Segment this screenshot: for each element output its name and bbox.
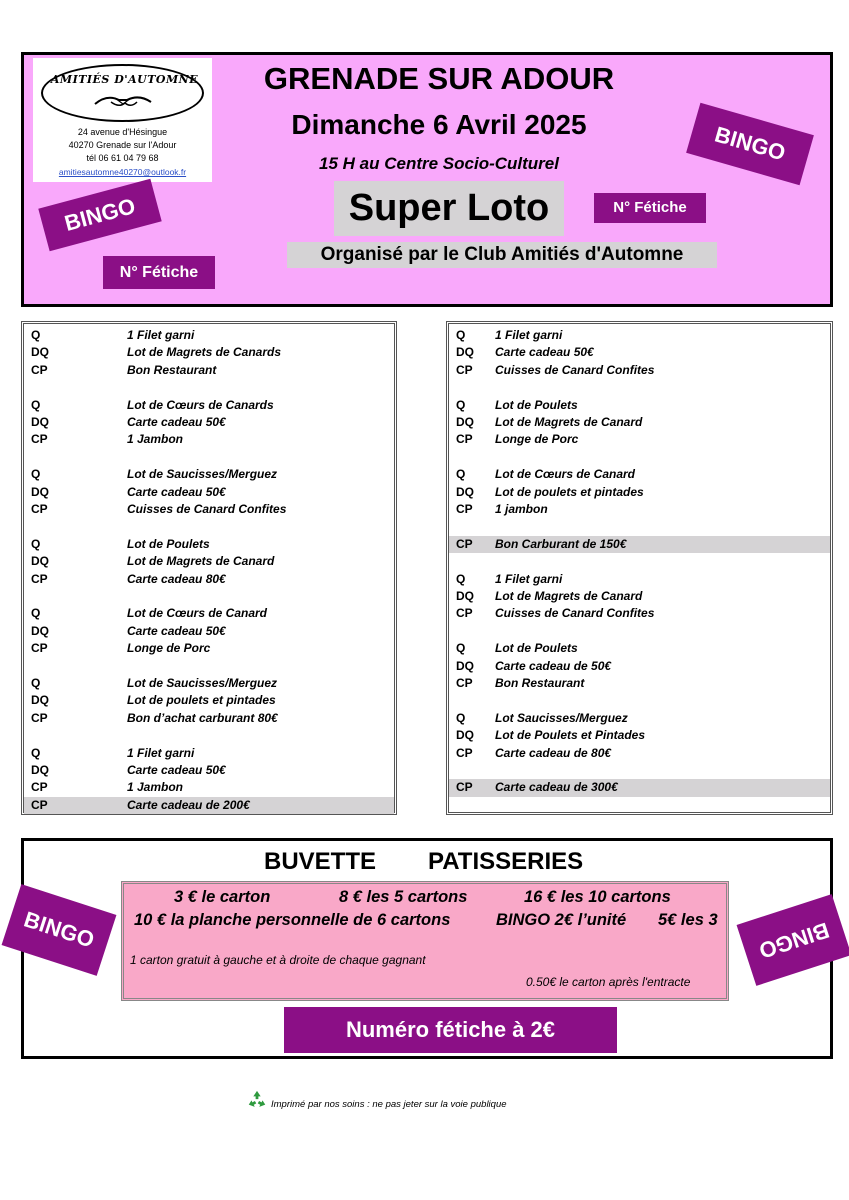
- pricing-section: [21, 838, 833, 1059]
- prize-item: Cuisses de Canard Confites: [495, 606, 655, 621]
- prize-row: [449, 779, 830, 796]
- fetiche-badge: N° Fétiche: [103, 256, 215, 289]
- prize-row: [24, 727, 394, 744]
- prize-code: Q: [456, 467, 466, 482]
- fetiche-badge: N° Fétiche: [594, 193, 706, 223]
- prize-code: Q: [31, 397, 41, 412]
- prize-code: Q: [31, 467, 41, 482]
- prize-item: Carte cadeau de 300€: [495, 780, 618, 795]
- prize-item: Lot de Saucisses/Merguez: [127, 467, 278, 482]
- prize-row: [449, 710, 830, 727]
- prize-row: [24, 431, 394, 448]
- price-single: 3 € le carton: [174, 888, 271, 906]
- prize-row: [24, 658, 394, 675]
- city-title: GRENADE SUR ADOUR: [263, 61, 615, 96]
- prize-item: 1 Jambon: [127, 780, 184, 795]
- prize-row: [24, 779, 394, 796]
- prize-code: DQ: [31, 693, 49, 708]
- prize-item: Bon Carburant de 150€: [495, 536, 627, 551]
- prize-code: CP: [31, 502, 48, 516]
- prize-item: Carte cadeau 50€: [127, 484, 226, 499]
- prize-code: CP: [31, 362, 48, 377]
- prize-code: CP: [456, 502, 473, 516]
- recycle-icon: [246, 1089, 268, 1111]
- price-bingo-unit: BINGO 2€ l’unité: [496, 911, 627, 929]
- prize-code: CP: [456, 745, 473, 760]
- prize-item: Bon Restaurant: [127, 362, 217, 377]
- prize-row: [24, 449, 394, 466]
- prize-row: [449, 623, 830, 640]
- prize-code: CP: [456, 432, 473, 447]
- prize-code: CP: [31, 780, 48, 795]
- prize-item: Lot de Poulets et Pintades: [495, 728, 646, 743]
- email-link[interactable]: amitiesautomne40270@outlook.fr: [58, 167, 187, 177]
- prize-item: Lot de Poulets: [495, 397, 578, 412]
- prize-row: [24, 466, 394, 483]
- prize-row: [449, 362, 830, 379]
- prize-code: DQ: [31, 345, 49, 360]
- event-date: Dimanche 6 Avril 2025: [291, 109, 587, 140]
- prize-item: Carte cadeau de 80€: [495, 745, 612, 760]
- prize-row: [24, 379, 394, 396]
- bingo-badge: [737, 894, 849, 986]
- prize-row: [449, 431, 830, 448]
- prize-item: Carte cadeau 50€: [127, 623, 226, 638]
- prize-item: Longe de Porc: [127, 641, 211, 656]
- prize-item: 1 Filet garni: [495, 328, 563, 342]
- address-line-2: 40270 Grenade sur l'Adour: [68, 140, 177, 150]
- prize-row: [449, 745, 830, 762]
- prize-row: [24, 397, 394, 414]
- prize-code: CP: [31, 710, 48, 725]
- prize-row: [449, 327, 830, 344]
- price-ten: 16 € les 10 cartons: [524, 888, 671, 906]
- prize-code: Q: [31, 328, 41, 342]
- prize-item: Carte cadeau 50€: [495, 345, 594, 360]
- prize-item: Longe de Porc: [495, 432, 579, 447]
- footer-text: Imprimé par nos soins : ne pas jeter sur la voie publique: [271, 1098, 507, 1110]
- prize-item: 1 Filet garni: [127, 745, 195, 760]
- prize-code: CP: [456, 536, 473, 551]
- prize-item: Lot de Magrets de Canard: [127, 554, 275, 569]
- buvette-label: BUVETTE: [264, 848, 377, 875]
- prize-row: [24, 675, 394, 692]
- prize-row: [449, 518, 830, 535]
- prize-row: [449, 571, 830, 588]
- prize-item: Carte cadeau 80€: [127, 571, 226, 586]
- prize-code: DQ: [31, 415, 49, 429]
- price-five: 8 € les 5 cartons: [339, 888, 468, 906]
- prize-code: Q: [31, 745, 41, 760]
- prize-row: [24, 710, 394, 727]
- prize-row: [24, 605, 394, 622]
- phone-number: tél 06 61 04 79 68: [86, 153, 159, 163]
- prize-item: Lot de Magrets de Canards: [127, 345, 282, 360]
- prize-item: Bon d’achat carburant 80€: [127, 710, 278, 725]
- prize-row: [449, 762, 830, 779]
- prize-row: [24, 536, 394, 553]
- prize-item: Lot Saucisses/Merguez: [495, 710, 628, 725]
- prize-code: Q: [456, 328, 466, 342]
- prize-row: [24, 588, 394, 605]
- prize-row: [24, 553, 394, 570]
- event-time-place: 15 H au Centre Socio-Culturel: [319, 154, 559, 173]
- prize-list-right: [446, 321, 833, 815]
- prize-list-left: [21, 321, 397, 815]
- price-bingo-three: 5€ les 3: [658, 911, 718, 929]
- bingo-badge: BINGO: [38, 179, 161, 252]
- bingo-badge-label: BINGO: [20, 906, 98, 953]
- prize-item: Lot de poulets et pintades: [127, 693, 276, 708]
- prize-code: CP: [456, 676, 473, 690]
- prize-item: Bon Restaurant: [495, 676, 585, 690]
- prize-code: Q: [31, 606, 41, 621]
- prize-item: 1 Jambon: [127, 432, 184, 447]
- prize-row: [449, 675, 830, 692]
- fetiche-price-badge: Numéro fétiche à 2€: [284, 1007, 617, 1053]
- prize-code: DQ: [456, 658, 474, 673]
- prize-row: [24, 518, 394, 535]
- prize-item: Lot de Cœurs de Canards: [127, 397, 274, 412]
- prize-code: Q: [456, 710, 466, 725]
- prize-item: Lot de Poulets: [127, 536, 210, 551]
- prize-code: DQ: [31, 763, 49, 777]
- prize-row: [449, 449, 830, 466]
- prize-item: Carte cadeau de 200€: [127, 797, 250, 812]
- prize-row: [24, 745, 394, 762]
- prize-code: CP: [31, 432, 48, 447]
- prize-item: Carte cadeau 50€: [127, 763, 226, 777]
- prize-code: DQ: [456, 728, 474, 743]
- prize-row: [24, 344, 394, 361]
- prize-row: [449, 658, 830, 675]
- prize-row: [449, 484, 830, 501]
- prize-item: Carte cadeau 50€: [127, 415, 226, 429]
- prize-code: CP: [31, 571, 48, 586]
- prize-row: [24, 414, 394, 431]
- handshake-icon: [93, 88, 153, 112]
- prize-code: DQ: [31, 484, 49, 499]
- prize-code: CP: [456, 780, 473, 795]
- prize-row: [449, 692, 830, 709]
- club-logo: [41, 64, 204, 122]
- prize-code: Q: [456, 571, 466, 586]
- prize-row: [24, 362, 394, 379]
- prize-row: [449, 605, 830, 622]
- price-planche: 10 € la planche personnelle de 6 cartons: [134, 911, 451, 929]
- header-banner: [21, 52, 833, 307]
- prize-code: CP: [456, 606, 473, 621]
- prize-row: [449, 553, 830, 570]
- prize-item: Carte cadeau de 50€: [495, 658, 612, 673]
- prize-row: [24, 327, 394, 344]
- prize-row: [449, 379, 830, 396]
- prize-code: DQ: [456, 345, 474, 360]
- prize-row: [449, 344, 830, 361]
- prize-row: [24, 692, 394, 709]
- address-line-1: 24 avenue d'Hésingue: [77, 127, 168, 137]
- prize-code: CP: [456, 362, 473, 377]
- patisseries-label: PATISSERIES: [428, 848, 584, 875]
- prize-item: Cuisses de Canard Confites: [127, 502, 287, 516]
- organiser-line: Organisé par le Club Amitiés d'Automne: [287, 242, 717, 268]
- prize-code: Q: [456, 397, 466, 412]
- logo-club-name: AMITIÉS D'AUTOMNE: [50, 73, 199, 86]
- club-logo-block: [33, 58, 212, 182]
- free-card-note: 1 carton gratuit à gauche et à droite de chaque gagnant: [130, 953, 426, 967]
- prize-item: Lot de poulets et pintades: [495, 484, 644, 499]
- prize-row: [449, 588, 830, 605]
- prize-item: Lot de Magrets de Canard: [495, 415, 643, 429]
- prize-code: DQ: [456, 415, 474, 429]
- prize-row: [449, 501, 830, 518]
- prize-item: 1 jambon: [495, 502, 548, 516]
- prize-row: [24, 640, 394, 657]
- prize-code: DQ: [456, 484, 474, 499]
- prize-row: [24, 484, 394, 501]
- prize-row: [24, 501, 394, 518]
- prize-code: DQ: [31, 623, 49, 638]
- prize-code: CP: [31, 797, 48, 812]
- bingo-badge: [2, 884, 117, 976]
- prize-row: [24, 571, 394, 588]
- prize-code: Q: [456, 641, 466, 656]
- prize-item: Cuisses de Canard Confites: [495, 362, 655, 377]
- prize-item: Lot de Cœurs de Canard: [127, 606, 268, 621]
- prize-row: [449, 414, 830, 431]
- prize-row: [24, 623, 394, 640]
- bingo-badge-label: BINGO: [755, 917, 833, 964]
- prize-code: Q: [31, 676, 41, 690]
- prize-row: [449, 466, 830, 483]
- prize-item: Lot de Saucisses/Merguez: [127, 676, 278, 690]
- prize-item: 1 Filet garni: [495, 571, 563, 586]
- prize-row: [449, 397, 830, 414]
- prize-item: Lot de Poulets: [495, 641, 578, 656]
- prize-code: DQ: [31, 554, 49, 569]
- prize-row: [449, 640, 830, 657]
- price-box: [121, 881, 729, 1001]
- intermission-note: 0.50€ le carton après l'entracte: [526, 975, 691, 989]
- prize-row: [449, 536, 830, 553]
- prize-item: Lot de Magrets de Canard: [495, 589, 643, 603]
- prize-code: CP: [31, 641, 48, 656]
- prize-item: Lot de Cœurs de Canard: [495, 467, 636, 482]
- prize-row: [24, 797, 394, 814]
- prize-code: DQ: [456, 589, 474, 603]
- bingo-badge: BINGO: [686, 103, 814, 186]
- prize-code: Q: [31, 536, 41, 551]
- event-title: Super Loto: [334, 181, 564, 236]
- footer: [246, 1088, 507, 1112]
- prize-row: [449, 727, 830, 744]
- prize-item: 1 Filet garni: [127, 328, 195, 342]
- prize-row: [24, 762, 394, 779]
